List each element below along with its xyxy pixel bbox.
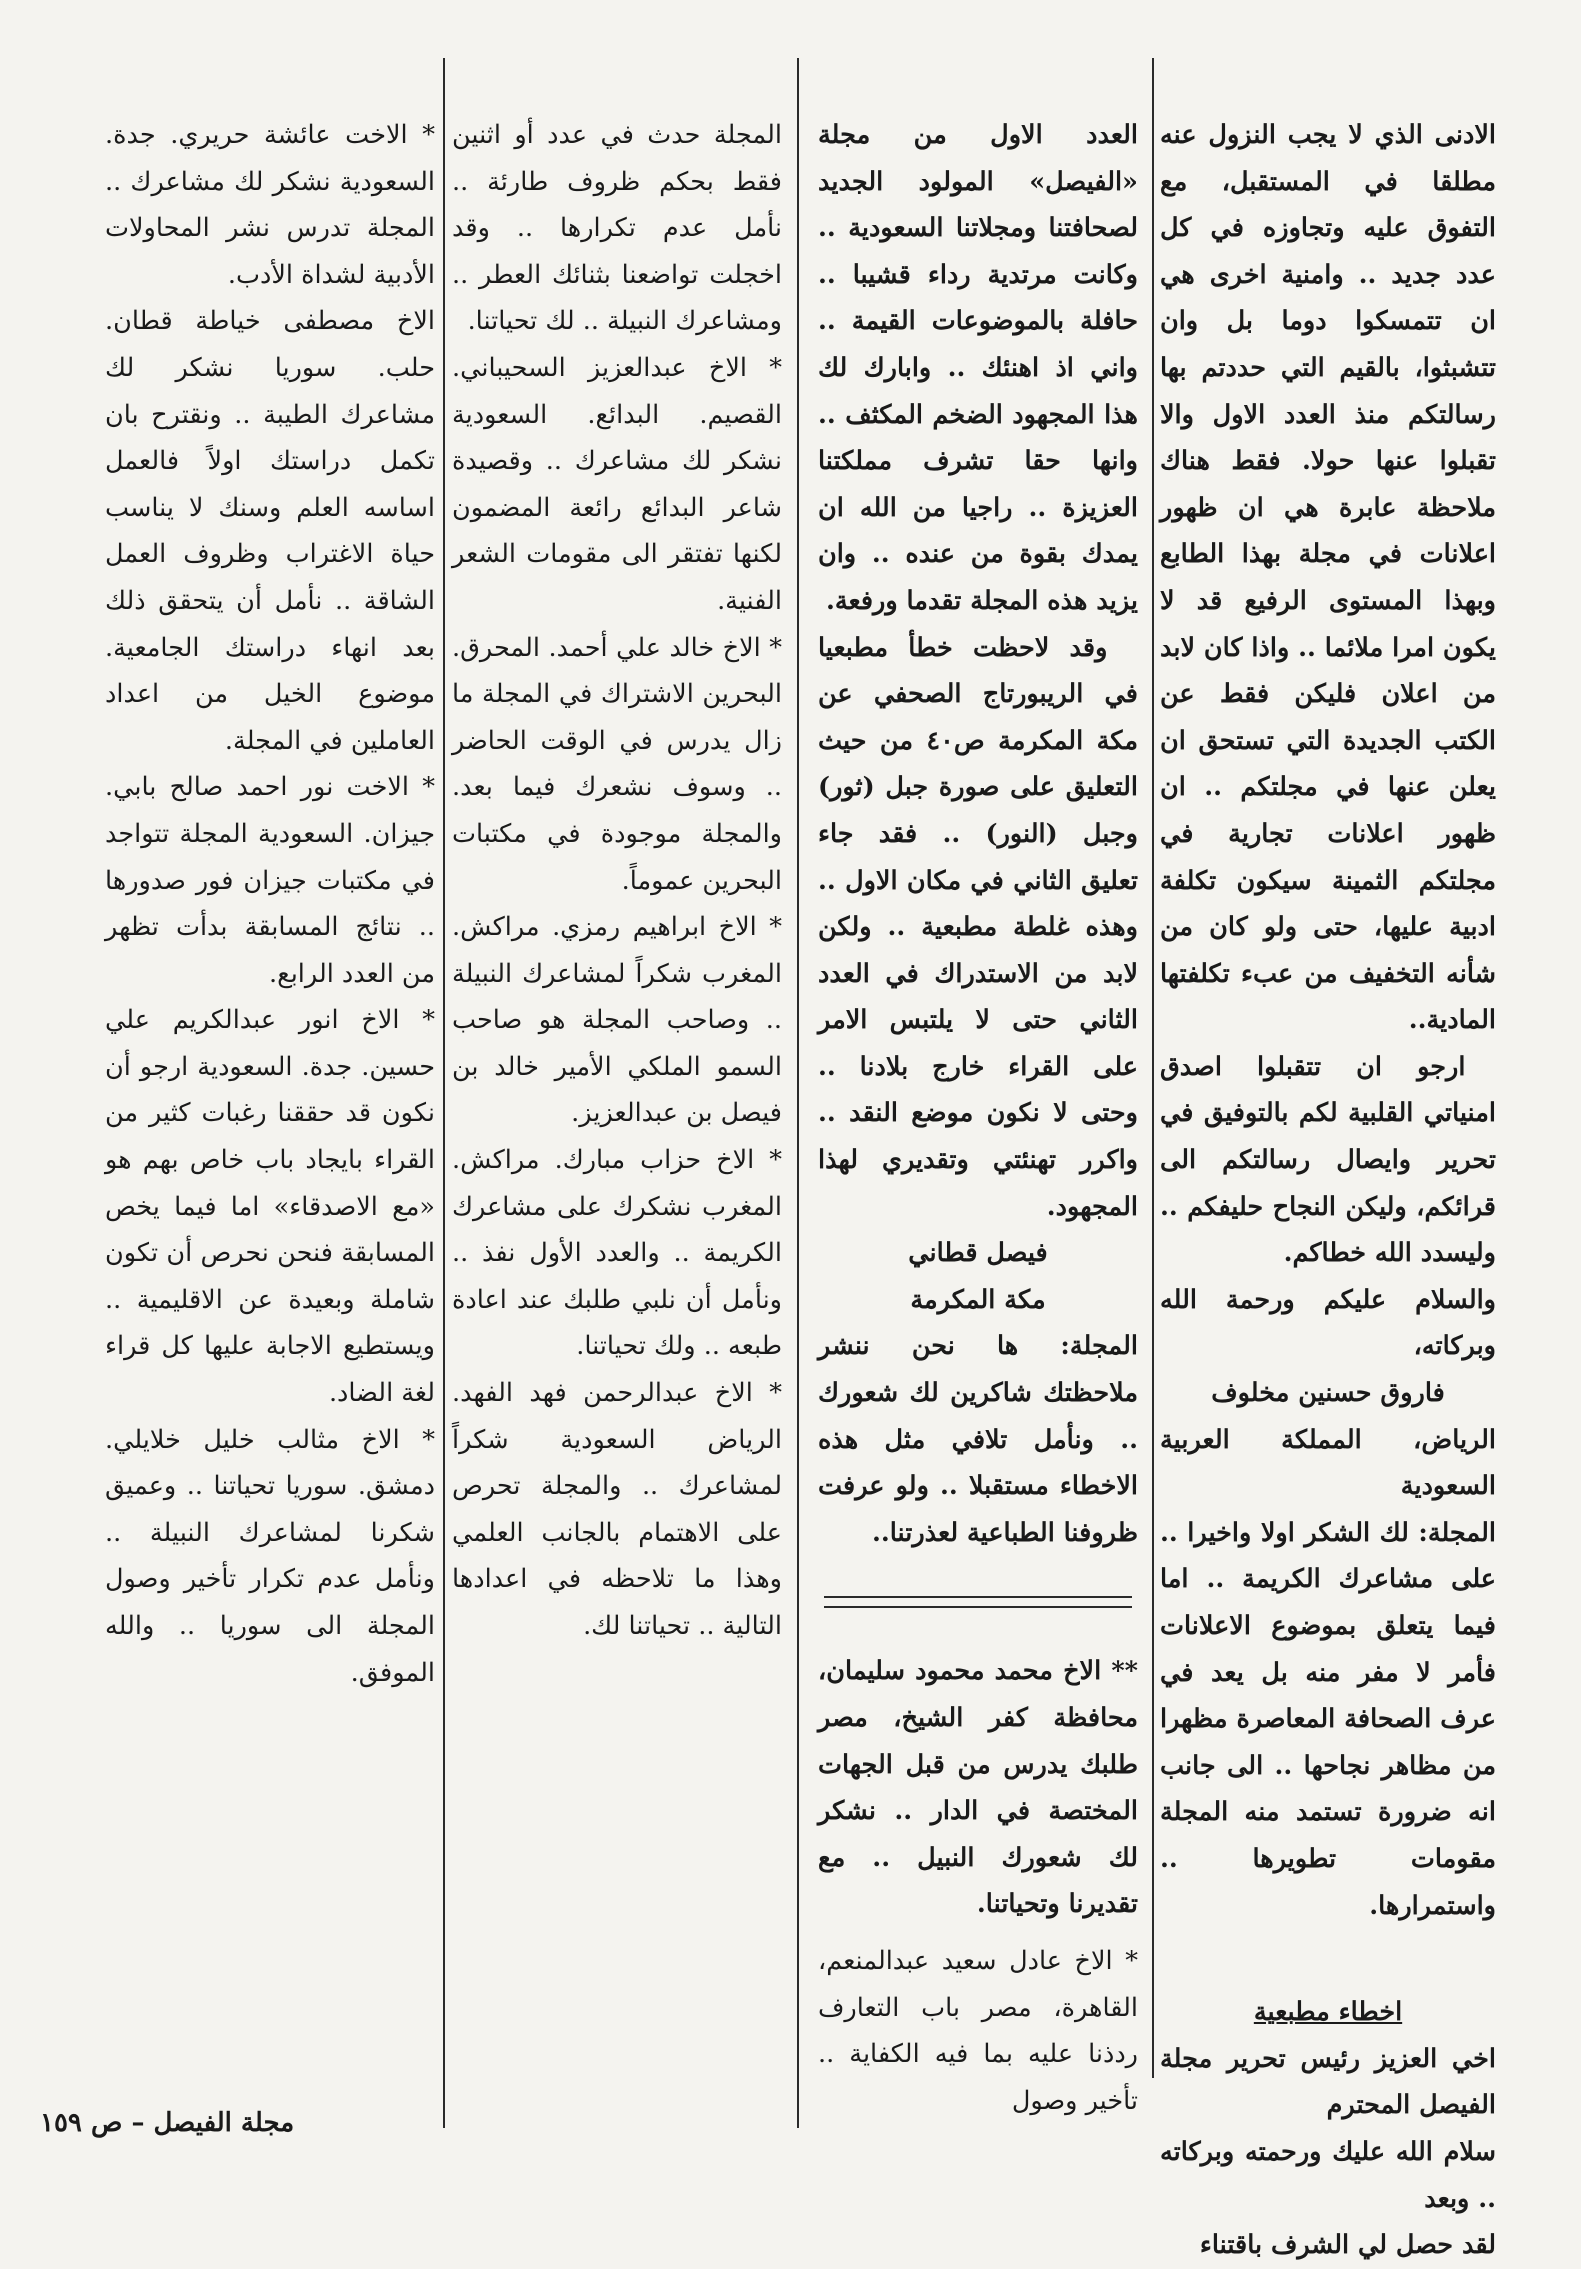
letter-greeting: سلام الله عليك ورحمته وبركاته .. وبعد — [1160, 2136, 1496, 2214]
column-4 — [105, 112, 435, 2102]
reader-note: * الاخ حزاب مبارك. مراكش. المغرب نشكرك على مشاعرك الكريمة .. والعدد الأول نفذ .. ونأمل أن نلبي طلبك عند اعادة طبعه .. ولك تحياتنا. — [452, 1145, 782, 1362]
letter-body: وقد لاحظت خطأ مطبعيا في الريبورتاج الصحفي عن مكة المكرمة ص٤٠ من حيث التعليق على صورة جبل (ثور) وجبل (النور) .. فقد جاء تعليق الثاني في مكان الاول .. وهذه غلطة مطبعية .. ولكن لابد من الاستدراك في العدد الثاني حتى لا يلتبس الامر على القراء خارج بلادنا .. وحتى لا نكون موضع النقد .. واكرر تهنئتي وتقديري لهذا المجهود. — [818, 632, 1138, 1222]
reader-note: * الاخ ابراهيم رمزي. مراكش. المغرب شكراً لمشاعرك النبيلة .. وصاحب المجلة هو صاحب السمو الملكي الأمير خالد بن فيصل بن عبدالعزيز. — [452, 912, 782, 1129]
signature-place: مكة المكرمة — [910, 1284, 1046, 1315]
separator-rule — [824, 1606, 1132, 1608]
page-footer: مجلة الفيصل – ص ١٥٩ — [40, 2108, 295, 2138]
reader-note: * الاخ عادل سعيد عبدالمنعم، القاهرة، مصر باب التعارف ردذنا عليه بما فيه الكفاية .. تأخير وصول — [818, 1945, 1138, 2116]
column-rule-left — [443, 58, 445, 2128]
signature-name: فيصل قطاني — [908, 1238, 1048, 1269]
reader-note: * الاخت نور احمد صالح بابي. جيزان. السعودية المجلة تتواجد في مكتبات جيزان فور صدورها .. نتائج المسابقة بدأت تظهر من العدد الرابع. — [105, 772, 435, 989]
letter-salutation: اخي العزيز رئيس تحرير مجلة الفيصل المحترم — [1160, 2043, 1496, 2121]
column-3 — [452, 112, 782, 2102]
reader-note: * الاخ مثالب خليل خلايلي. دمشق. سوريا تحياتنا .. وعميق شكرنا لمشاعرك النبيلة .. ونأمل عدم تكرار تأخير وصول المجلة الى سوريا .. والله الموفق. — [105, 1424, 435, 1688]
signature-name: فاروق حسنين مخلوف — [1211, 1378, 1445, 1409]
reader-note: المجلة حدث في عدد أو اثنين فقط بحكم ظروف طارئة .. نأمل عدم تكرارها .. وقد اخجلت تواضعنا بثنائك العطر .. ومشاعرك النبيلة .. لك تحياتنا. — [452, 120, 782, 337]
column-1 — [1160, 112, 1496, 2261]
reader-note: * الاخ انور عبدالكريم علي حسين. جدة. السعودية ارجو أن نكون قد حققنا رغبات كثير من القراء بايجاد باب خاص بهم هو «مع الاصدقاء» اما فيما يخص المسابقة فنحن نحرص أن تكون شاملة وبعيدة عن الاقليمية .. ويستطيع الاجابة عليها كل قراء لغة الضاد. — [105, 1005, 435, 1409]
signature-place: الرياض، المملكة العربية السعودية — [1160, 1424, 1496, 1502]
reader-note: الاخ مصطفى خياطة قطان. حلب. سوريا نشكر لك مشاعرك الطيبة .. ونقترح بان تكمل دراستك اولاً فالعمل اساسه العلم وسنك لا يناسب حياة الاغتراب وظروف العمل الشاقة .. نأمل أن يتحقق ذلك بعد انهاء دراستك الجامعية. موضوع الخيل من اعداد العاملين في المجلة. — [105, 306, 435, 756]
column-rule-right — [1152, 58, 1154, 2078]
letter-body: لقد حصل لي الشرف باقتناء — [1199, 2230, 1496, 2261]
letter-closing: والسلام عليكم ورحمة الله وبركاته، — [1160, 1284, 1496, 1362]
reader-note: ** الاخ محمد محمود سليمان، محافظة كفر الشيخ، مصر طلبك يدرس من قبل الجهات المختصة في الدار .. نشكر لك شعورك النبيل .. مع تقديرنا وتحياتنا. — [818, 1656, 1138, 1920]
section-heading: اخطاء مطبعية — [1253, 1997, 1403, 2028]
column-rule-middle — [797, 58, 799, 2128]
column-2 — [818, 112, 1138, 2116]
letter-body: ارجو ان تتقبلوا اصدق امنياتي القلبية لكم بالتوفيق في تحرير وايصال رسالتكم الى قرائكم، وليكن النجاح حليفكم .. وليسدد الله خطاكم. — [1160, 1051, 1496, 1269]
letter-body: العدد الاول من مجلة «الفيصل» المولود الجديد لصحافتنا ومجلاتنا السعودية .. وكانت مرتدية رداء قشيبا .. حافلة بالموضوعات القيمة .. واني اذ اهنئك .. وابارك لك هذا المجهود الضخم المكثف .. وانها حقا تشرف مملكتنا العزيزة .. راجيا من الله ان يمدك بقوة من عنده .. وان يزيد هذه المجلة تقدما ورفعة. — [818, 120, 1138, 616]
separator-rule — [824, 1596, 1132, 1598]
magazine-reply: المجلة: ها نحن ننشر ملاحظتك شاكرين لك شعورك .. ونأمل تلافي مثل هذه الاخطاء مستقبلا .. ولو عرفت ظروفنا الطباعية لعذرتنا.. — [818, 1331, 1138, 1548]
reader-note: * الاخ خالد علي أحمد. المحرق. البحرين الاشتراك في المجلة ما زال يدرس في الوقت الحاضر .. وسوف نشعرك فيما بعد. والمجلة موجودة في مكتبات البحرين عموماً. — [452, 632, 782, 896]
reader-note: * الاخت عائشة حريري. جدة. السعودية نشكر لك مشاعرك .. المجلة تدرس نشر المحاولات الأدبية لشداة الأدب. — [105, 120, 435, 290]
magazine-reply: المجلة: لك الشكر اولا واخيرا .. على مشاعرك الكريمة .. اما فيما يتعلق بموضوع الاعلانات فأمر لا مفر منه بل يعد في عرف الصحافة المعاصرة مظهرا من مظاهر نجاحها .. الى جانب انه ضرورة تستمد منه المجلة مقومات تطويرها .. واستمرارها. — [1160, 1517, 1496, 1921]
letter-body: الادنى الذي لا يجب النزول عنه مطلقا في المستقبل، مع التفوق عليه وتجاوزه في كل عدد جديد .. وامنية اخرى هي ان تتمسكوا دوما بل وان تتشبثوا، بالقيم التي حددتم بها رسالتكم منذ العدد الاول والا تقبلوا عنها حولا. فقط هناك ملاحظة عابرة هي ان ظهور اعلانات في مجلة بهذا الطابع وبهذا المستوى الرفيع قد لا يكون امرا ملائما .. واذا كان لابد من اعلان فليكن فقط عن الكتب الجديدة التي تستحق ان يعلن عنها في مجلتكم .. ان ظهور اعلانات تجارية في مجلتكم الثمينة سيكون تكلفة ادبية عليها، حتى ولو كان من شأنه التخفيف من عبء تكلفتها المادية.. — [1160, 120, 1496, 1036]
reader-note: * الاخ عبدالرحمن فهد الفهد. الرياض السعودية شكراً لمشاعرك .. والمجلة تحرص على الاهتمام بالجانب العلمي وهذا ما تلاحظه في اعدادها التالية .. تحياتنا لك. — [452, 1378, 782, 1641]
reader-note: * الاخ عبدالعزيز السحيباني. القصيم. البدائع. السعودية نشكر لك مشاعرك .. وقصيدة شاعر البدائع رائعة المضمون لكنها تفتقر الى مقومات الشعر الفنية. — [452, 352, 782, 616]
